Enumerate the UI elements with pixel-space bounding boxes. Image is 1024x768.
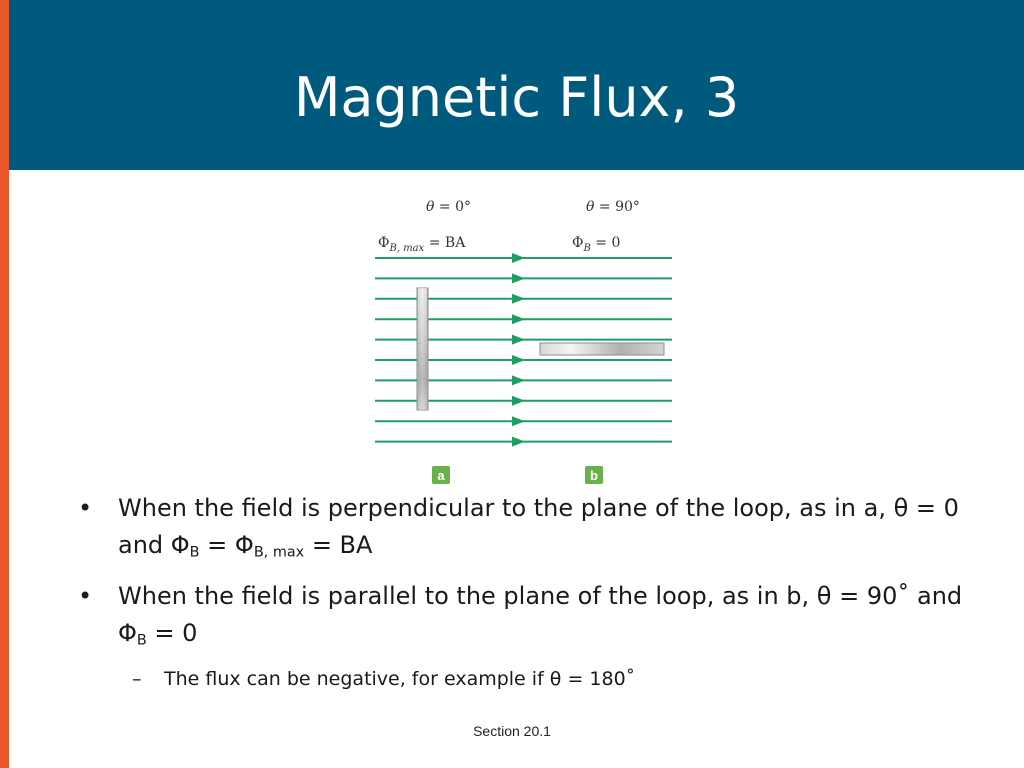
loop-panel-a-shading <box>418 288 427 410</box>
field-arrow-icon <box>512 253 525 263</box>
bullet-parallel <box>78 578 978 660</box>
bullet-perpendicular <box>78 490 978 572</box>
field-arrow-icon <box>512 314 525 324</box>
bullet-marker: • <box>78 581 93 610</box>
panel-b-angle: θ = 90° <box>586 199 640 215</box>
bullet-text: When the field is parallel to the plane of the loop, as in b, θ = 90˚ and $\Phi_B = 0$ <box>118 581 963 649</box>
panel-a-flux-label: $\Phi_{B, max}$ = BA <box>378 235 466 254</box>
field-arrow-icon <box>512 273 525 283</box>
field-arrow-icon <box>512 437 525 447</box>
field-arrow-icon <box>512 335 525 345</box>
accent-bar <box>0 0 9 768</box>
loop-panel-b <box>540 343 664 355</box>
slide-title: Magnetic Flux, 3 <box>293 66 740 129</box>
magnetic-flux-figure <box>370 190 680 490</box>
field-arrow-icon <box>512 396 525 406</box>
sub-bullet-marker: – <box>132 668 142 691</box>
slide-footer: Section 20.1 <box>473 723 551 739</box>
sub-bullet-text: The flux can be negative, for example if θ = 180˚ <box>164 668 636 691</box>
field-arrow-icon <box>512 416 525 426</box>
bullet-list <box>78 490 978 693</box>
bullet-text: When the field is perpendicular to the plane of the loop, as in a, θ = 0 and $\Phi_B = \Phi_{B, max}$ = BA <box>118 494 959 561</box>
panel-a-badge-label: a <box>437 468 445 483</box>
bullet-marker: • <box>78 494 93 522</box>
field-arrow-icon <box>512 355 525 365</box>
panel-a-angle: θ = 0° <box>426 199 471 215</box>
field-arrow-icon <box>512 375 525 385</box>
sub-bullet-negative-flux <box>78 665 978 693</box>
flux-diagram <box>370 190 680 490</box>
panel-b-flux-label: $\Phi_B = 0$ <box>572 235 621 254</box>
panel-b-badge-label: b <box>590 468 598 483</box>
field-arrow-icon <box>512 294 525 304</box>
